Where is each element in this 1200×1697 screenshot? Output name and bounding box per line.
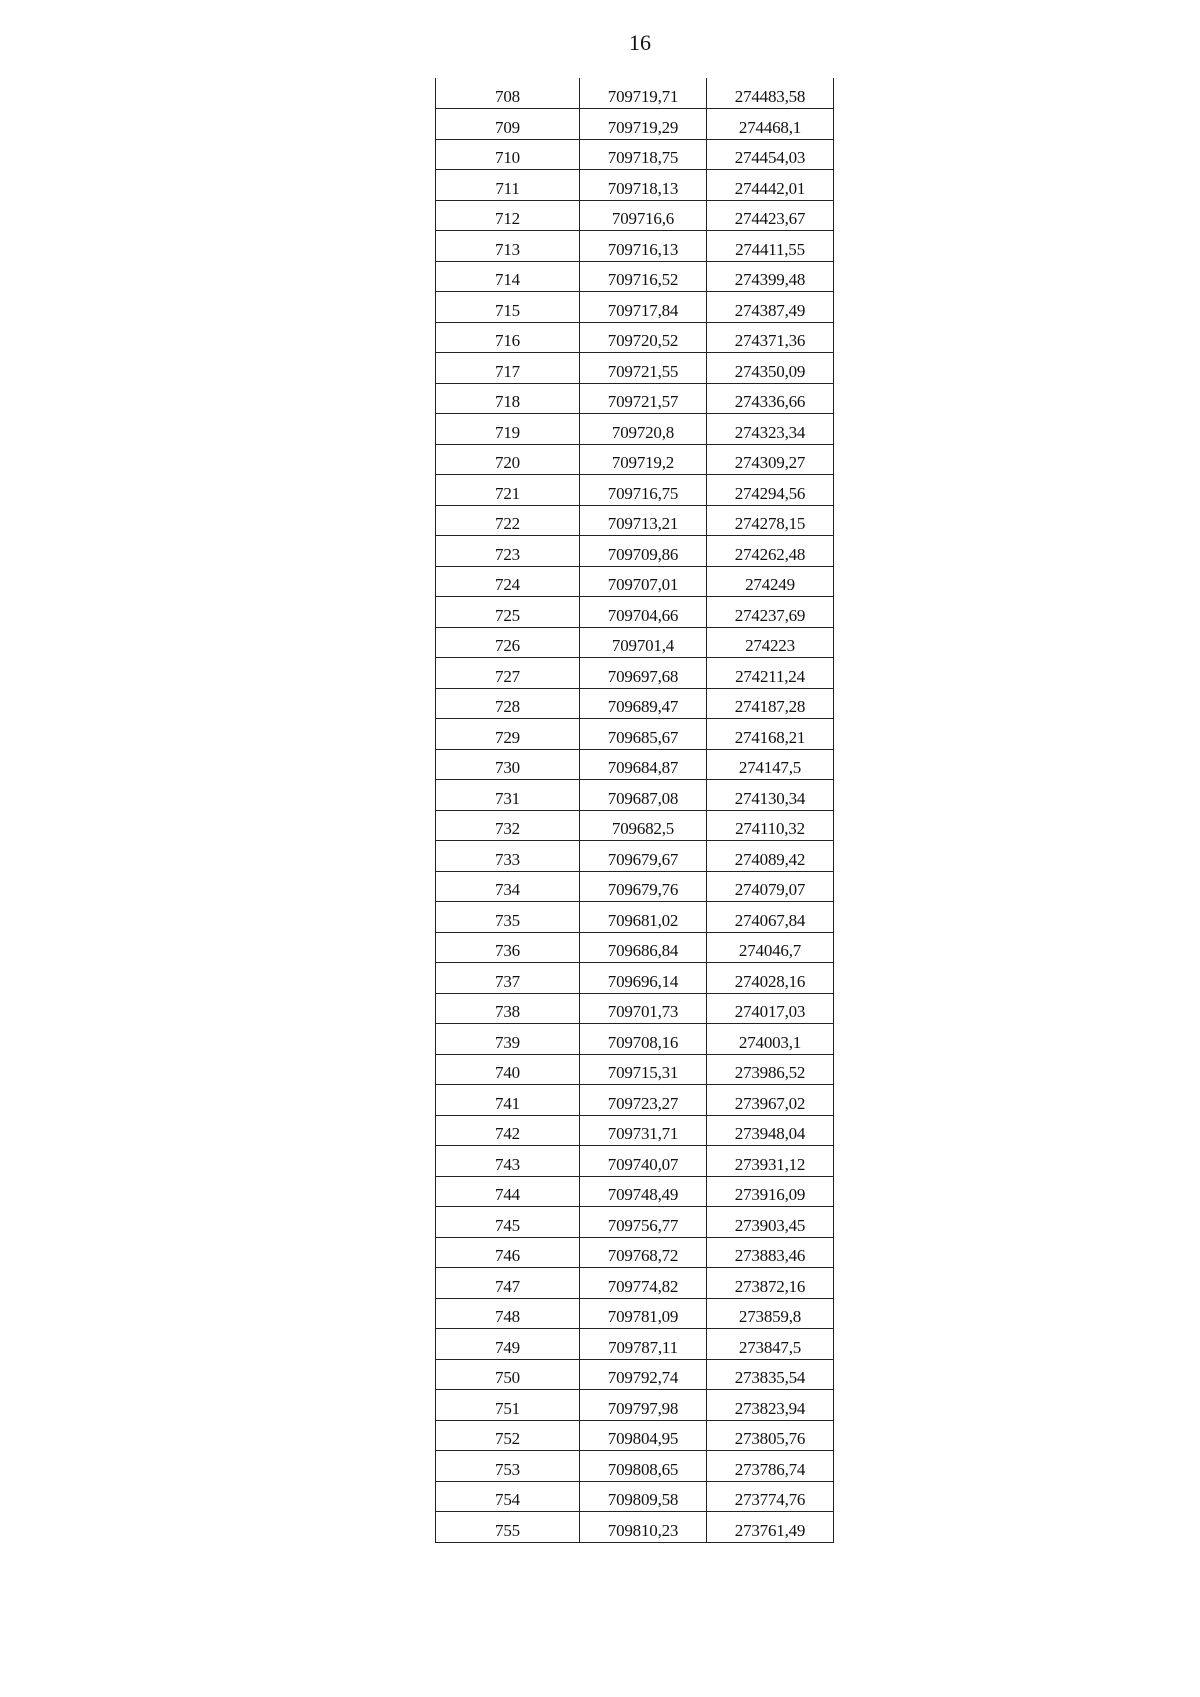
table-row	[436, 78, 834, 109]
table-row	[436, 1146, 834, 1177]
table-row	[436, 109, 834, 140]
y-coordinate-cell: 273805,76	[707, 1420, 834, 1451]
y-coordinate-cell: 274411,55	[707, 231, 834, 262]
table-row	[436, 322, 834, 353]
table-row	[436, 810, 834, 841]
table-row	[436, 902, 834, 933]
point-number-cell: 749	[436, 1329, 580, 1360]
table-row	[436, 1237, 834, 1268]
y-coordinate-cell: 273761,49	[707, 1512, 834, 1543]
y-coordinate-cell: 274046,7	[707, 932, 834, 963]
y-coordinate-cell: 273786,74	[707, 1451, 834, 1482]
y-coordinate-cell: 273948,04	[707, 1115, 834, 1146]
point-number-cell: 743	[436, 1146, 580, 1177]
point-number-cell: 742	[436, 1115, 580, 1146]
point-number-cell: 755	[436, 1512, 580, 1543]
x-coordinate-cell: 709701,4	[580, 627, 707, 658]
point-number-cell: 724	[436, 566, 580, 597]
table-row	[436, 536, 834, 567]
x-coordinate-cell: 709704,66	[580, 597, 707, 628]
table-row	[436, 688, 834, 719]
point-number-cell: 751	[436, 1390, 580, 1421]
y-coordinate-cell: 274468,1	[707, 109, 834, 140]
y-coordinate-cell: 274336,66	[707, 383, 834, 414]
x-coordinate-cell: 709768,72	[580, 1237, 707, 1268]
y-coordinate-cell: 274249	[707, 566, 834, 597]
y-coordinate-cell: 273823,94	[707, 1390, 834, 1421]
y-coordinate-cell: 274350,09	[707, 353, 834, 384]
y-coordinate-cell: 274067,84	[707, 902, 834, 933]
point-number-cell: 731	[436, 780, 580, 811]
point-number-cell: 710	[436, 139, 580, 170]
table-row	[436, 1054, 834, 1085]
x-coordinate-cell: 709708,16	[580, 1024, 707, 1055]
table-row	[436, 627, 834, 658]
y-coordinate-cell: 273872,16	[707, 1268, 834, 1299]
x-coordinate-cell: 709716,6	[580, 200, 707, 231]
y-coordinate-cell: 273916,09	[707, 1176, 834, 1207]
y-coordinate-cell: 274168,21	[707, 719, 834, 750]
y-coordinate-cell: 274262,48	[707, 536, 834, 567]
table-row	[436, 841, 834, 872]
table-row	[436, 505, 834, 536]
x-coordinate-cell: 709719,29	[580, 109, 707, 140]
x-coordinate-cell: 709774,82	[580, 1268, 707, 1299]
x-coordinate-cell: 709709,86	[580, 536, 707, 567]
point-number-cell: 746	[436, 1237, 580, 1268]
table-row	[436, 658, 834, 689]
point-number-cell: 738	[436, 993, 580, 1024]
table-row	[436, 1329, 834, 1360]
y-coordinate-cell: 274423,67	[707, 200, 834, 231]
point-number-cell: 732	[436, 810, 580, 841]
y-coordinate-cell: 273883,46	[707, 1237, 834, 1268]
table-row	[436, 1298, 834, 1329]
point-number-cell: 730	[436, 749, 580, 780]
table-row	[436, 1207, 834, 1238]
table-row	[436, 292, 834, 323]
table-row	[436, 231, 834, 262]
point-number-cell: 714	[436, 261, 580, 292]
table-row	[436, 170, 834, 201]
point-number-cell: 716	[436, 322, 580, 353]
x-coordinate-cell: 709719,2	[580, 444, 707, 475]
x-coordinate-cell: 709687,08	[580, 780, 707, 811]
coordinates-table-body	[436, 78, 834, 1542]
x-coordinate-cell: 709696,14	[580, 963, 707, 994]
table-row	[436, 414, 834, 445]
y-coordinate-cell: 274237,69	[707, 597, 834, 628]
point-number-cell: 708	[436, 78, 580, 109]
y-coordinate-cell: 273986,52	[707, 1054, 834, 1085]
x-coordinate-cell: 709804,95	[580, 1420, 707, 1451]
y-coordinate-cell: 273859,8	[707, 1298, 834, 1329]
x-coordinate-cell: 709686,84	[580, 932, 707, 963]
x-coordinate-cell: 709681,02	[580, 902, 707, 933]
point-number-cell: 745	[436, 1207, 580, 1238]
y-coordinate-cell: 274211,24	[707, 658, 834, 689]
y-coordinate-cell: 274294,56	[707, 475, 834, 506]
table-row	[436, 1420, 834, 1451]
x-coordinate-cell: 709721,55	[580, 353, 707, 384]
point-number-cell: 711	[436, 170, 580, 201]
point-number-cell: 734	[436, 871, 580, 902]
y-coordinate-cell: 274387,49	[707, 292, 834, 323]
y-coordinate-cell: 273835,54	[707, 1359, 834, 1390]
table-row	[436, 1085, 834, 1116]
point-number-cell: 744	[436, 1176, 580, 1207]
point-number-cell: 719	[436, 414, 580, 445]
table-row	[436, 993, 834, 1024]
y-coordinate-cell: 274399,48	[707, 261, 834, 292]
table-row	[436, 566, 834, 597]
x-coordinate-cell: 709719,71	[580, 78, 707, 109]
point-number-cell: 752	[436, 1420, 580, 1451]
table-row	[436, 475, 834, 506]
point-number-cell: 737	[436, 963, 580, 994]
point-number-cell: 750	[436, 1359, 580, 1390]
table-row	[436, 719, 834, 750]
x-coordinate-cell: 709715,31	[580, 1054, 707, 1085]
y-coordinate-cell: 274028,16	[707, 963, 834, 994]
page-number: 16	[629, 30, 651, 55]
x-coordinate-cell: 709787,11	[580, 1329, 707, 1360]
x-coordinate-cell: 709792,74	[580, 1359, 707, 1390]
y-coordinate-cell: 274278,15	[707, 505, 834, 536]
x-coordinate-cell: 709723,27	[580, 1085, 707, 1116]
point-number-cell: 721	[436, 475, 580, 506]
x-coordinate-cell: 709781,09	[580, 1298, 707, 1329]
table-row	[436, 963, 834, 994]
y-coordinate-cell: 274089,42	[707, 841, 834, 872]
table-row	[436, 749, 834, 780]
x-coordinate-cell: 709720,52	[580, 322, 707, 353]
x-coordinate-cell: 709701,73	[580, 993, 707, 1024]
point-number-cell: 753	[436, 1451, 580, 1482]
point-number-cell: 736	[436, 932, 580, 963]
point-number-cell: 727	[436, 658, 580, 689]
point-number-cell: 712	[436, 200, 580, 231]
table-row	[436, 1359, 834, 1390]
point-number-cell: 709	[436, 109, 580, 140]
table-row	[436, 932, 834, 963]
y-coordinate-cell: 274147,5	[707, 749, 834, 780]
table-row	[436, 444, 834, 475]
table-row	[436, 353, 834, 384]
table-row	[436, 871, 834, 902]
y-coordinate-cell: 274130,34	[707, 780, 834, 811]
x-coordinate-cell: 709748,49	[580, 1176, 707, 1207]
x-coordinate-cell: 709721,57	[580, 383, 707, 414]
point-number-cell: 729	[436, 719, 580, 750]
x-coordinate-cell: 709731,71	[580, 1115, 707, 1146]
point-number-cell: 720	[436, 444, 580, 475]
y-coordinate-cell: 274323,34	[707, 414, 834, 445]
point-number-cell: 717	[436, 353, 580, 384]
point-number-cell: 725	[436, 597, 580, 628]
y-coordinate-cell: 274187,28	[707, 688, 834, 719]
y-coordinate-cell: 274454,03	[707, 139, 834, 170]
x-coordinate-cell: 709797,98	[580, 1390, 707, 1421]
y-coordinate-cell: 273847,5	[707, 1329, 834, 1360]
x-coordinate-cell: 709718,75	[580, 139, 707, 170]
x-coordinate-cell: 709679,67	[580, 841, 707, 872]
y-coordinate-cell: 274371,36	[707, 322, 834, 353]
point-number-cell: 754	[436, 1481, 580, 1512]
x-coordinate-cell: 709717,84	[580, 292, 707, 323]
table-row	[436, 139, 834, 170]
y-coordinate-cell: 274079,07	[707, 871, 834, 902]
x-coordinate-cell: 709756,77	[580, 1207, 707, 1238]
y-coordinate-cell: 273931,12	[707, 1146, 834, 1177]
table-row	[436, 597, 834, 628]
x-coordinate-cell: 709713,21	[580, 505, 707, 536]
table-row	[436, 1390, 834, 1421]
x-coordinate-cell: 709707,01	[580, 566, 707, 597]
x-coordinate-cell: 709716,52	[580, 261, 707, 292]
y-coordinate-cell: 273774,76	[707, 1481, 834, 1512]
point-number-cell: 723	[436, 536, 580, 567]
point-number-cell: 741	[436, 1085, 580, 1116]
x-coordinate-cell: 709716,75	[580, 475, 707, 506]
table-row	[436, 200, 834, 231]
x-coordinate-cell: 709689,47	[580, 688, 707, 719]
table-row	[436, 1024, 834, 1055]
y-coordinate-cell: 274442,01	[707, 170, 834, 201]
point-number-cell: 728	[436, 688, 580, 719]
x-coordinate-cell: 709684,87	[580, 749, 707, 780]
table-row	[436, 1115, 834, 1146]
point-number-cell: 740	[436, 1054, 580, 1085]
x-coordinate-cell: 709808,65	[580, 1451, 707, 1482]
point-number-cell: 735	[436, 902, 580, 933]
point-number-cell: 718	[436, 383, 580, 414]
y-coordinate-cell: 274017,03	[707, 993, 834, 1024]
x-coordinate-cell: 709740,07	[580, 1146, 707, 1177]
point-number-cell: 739	[436, 1024, 580, 1055]
table-row	[436, 780, 834, 811]
coordinates-table	[435, 78, 834, 1543]
x-coordinate-cell: 709716,13	[580, 231, 707, 262]
y-coordinate-cell: 274003,1	[707, 1024, 834, 1055]
y-coordinate-cell: 273967,02	[707, 1085, 834, 1116]
table-row	[436, 1512, 834, 1543]
x-coordinate-cell: 709720,8	[580, 414, 707, 445]
x-coordinate-cell: 709685,67	[580, 719, 707, 750]
point-number-cell: 747	[436, 1268, 580, 1299]
x-coordinate-cell: 709718,13	[580, 170, 707, 201]
y-coordinate-cell: 273903,45	[707, 1207, 834, 1238]
table-row	[436, 1268, 834, 1299]
table-row	[436, 1451, 834, 1482]
point-number-cell: 733	[436, 841, 580, 872]
table-row	[436, 383, 834, 414]
table-row	[436, 261, 834, 292]
point-number-cell: 726	[436, 627, 580, 658]
point-number-cell: 748	[436, 1298, 580, 1329]
y-coordinate-cell: 274110,32	[707, 810, 834, 841]
table-row	[436, 1176, 834, 1207]
x-coordinate-cell: 709810,23	[580, 1512, 707, 1543]
point-number-cell: 713	[436, 231, 580, 262]
x-coordinate-cell: 709809,58	[580, 1481, 707, 1512]
x-coordinate-cell: 709682,5	[580, 810, 707, 841]
y-coordinate-cell: 274309,27	[707, 444, 834, 475]
x-coordinate-cell: 709679,76	[580, 871, 707, 902]
table-row	[436, 1481, 834, 1512]
y-coordinate-cell: 274483,58	[707, 78, 834, 109]
point-number-cell: 722	[436, 505, 580, 536]
y-coordinate-cell: 274223	[707, 627, 834, 658]
x-coordinate-cell: 709697,68	[580, 658, 707, 689]
point-number-cell: 715	[436, 292, 580, 323]
